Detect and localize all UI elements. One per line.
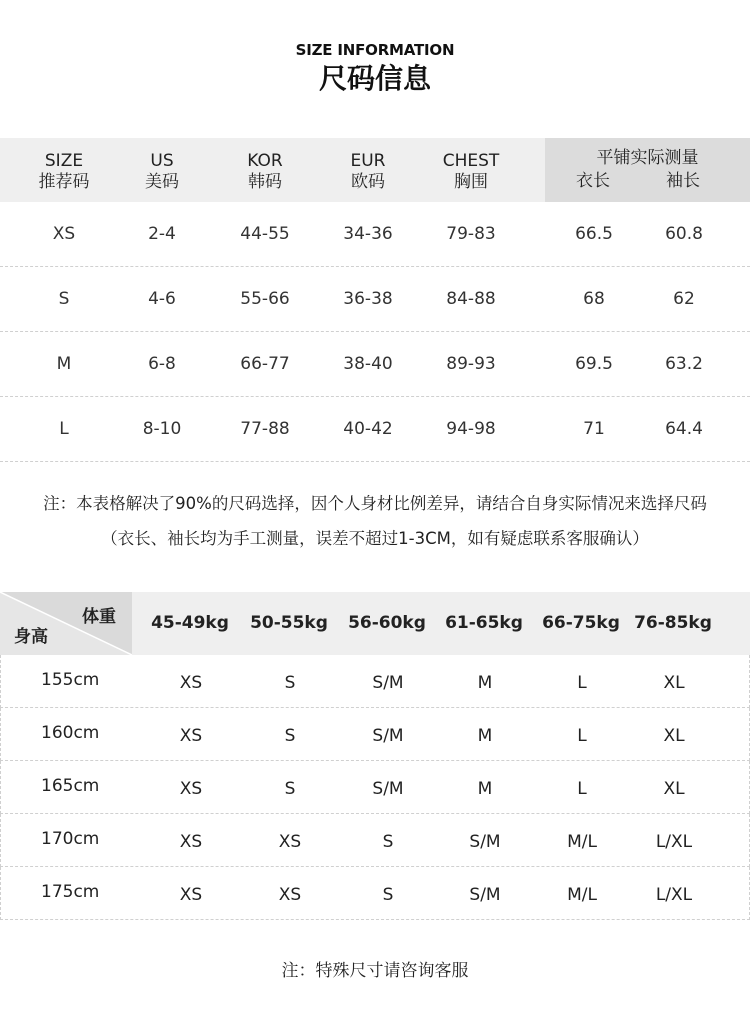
weight-column-header: 56-60kg [348, 613, 426, 633]
table-row: L 8-10 77-88 40-42 94-98 71 64.4 [0, 397, 750, 462]
header-size: SIZE 推荐码 [38, 151, 90, 192]
height-value: 170cm [41, 829, 100, 849]
height-weight-header [0, 592, 750, 655]
header-chest: CHEST 胸围 [442, 151, 500, 192]
weight-column-header: 50-55kg [250, 613, 328, 633]
size-table-header [0, 138, 750, 202]
height-value: 165cm [41, 776, 100, 796]
header-kor: KOR 韩码 [247, 151, 283, 192]
header-measurement [545, 138, 750, 202]
corner-weight-label: 体重 [82, 607, 116, 627]
note-special-sizes: 注：特殊尺寸请咨询客服 [281, 961, 469, 981]
header-eur: EUR 欧码 [350, 151, 386, 192]
title-chinese: 尺码信息 [318, 62, 431, 95]
table-row: 160cm XS S S/M M L XL [0, 708, 750, 761]
table-row: 155cm XS S S/M M L XL [0, 655, 750, 708]
header-sleeve: 袖长 [666, 171, 700, 191]
corner-height-label: 身高 [14, 627, 48, 647]
weight-column-header: 66-75kg [542, 613, 620, 633]
size-table [0, 138, 750, 462]
weight-column-header: 76-85kg [634, 613, 712, 633]
note-size-guidance: 注：本表格解决了90%的尺码选择，因个人身材比例差异，请结合自身实际情况来选择尺码 [43, 494, 707, 513]
height-weight-table [0, 592, 750, 920]
measurement-title: 平铺实际测量 [596, 148, 699, 168]
table-row: M 6-8 66-77 38-40 89-93 69.5 63.2 [0, 332, 750, 397]
height-value: 155cm [41, 670, 100, 690]
header [0, 40, 750, 96]
height-value: 175cm [41, 882, 100, 902]
table-row: 175cm XS XS S S/M M/L L/XL [0, 867, 750, 920]
height-value: 160cm [41, 723, 100, 743]
table-row: S 4-6 55-66 36-38 84-88 68 62 [0, 267, 750, 332]
header-length: 衣长 [576, 171, 610, 191]
weight-column-header: 61-65kg [445, 613, 523, 633]
corner-cell [0, 592, 132, 655]
weight-column-header: 45-49kg [151, 613, 229, 633]
table-row: XS 2-4 44-55 34-36 79-83 66.5 60.8 [0, 202, 750, 267]
note-measurement-error: （衣长、袖长均为手工测量，误差不超过1-3CM，如有疑虑联系客服确认） [101, 529, 649, 548]
header-us: US 美码 [145, 151, 179, 192]
title-english: SIZE INFORMATION [295, 41, 455, 59]
table-row: 165cm XS S S/M M L XL [0, 761, 750, 814]
table-row: 170cm XS XS S S/M M/L L/XL [0, 814, 750, 867]
